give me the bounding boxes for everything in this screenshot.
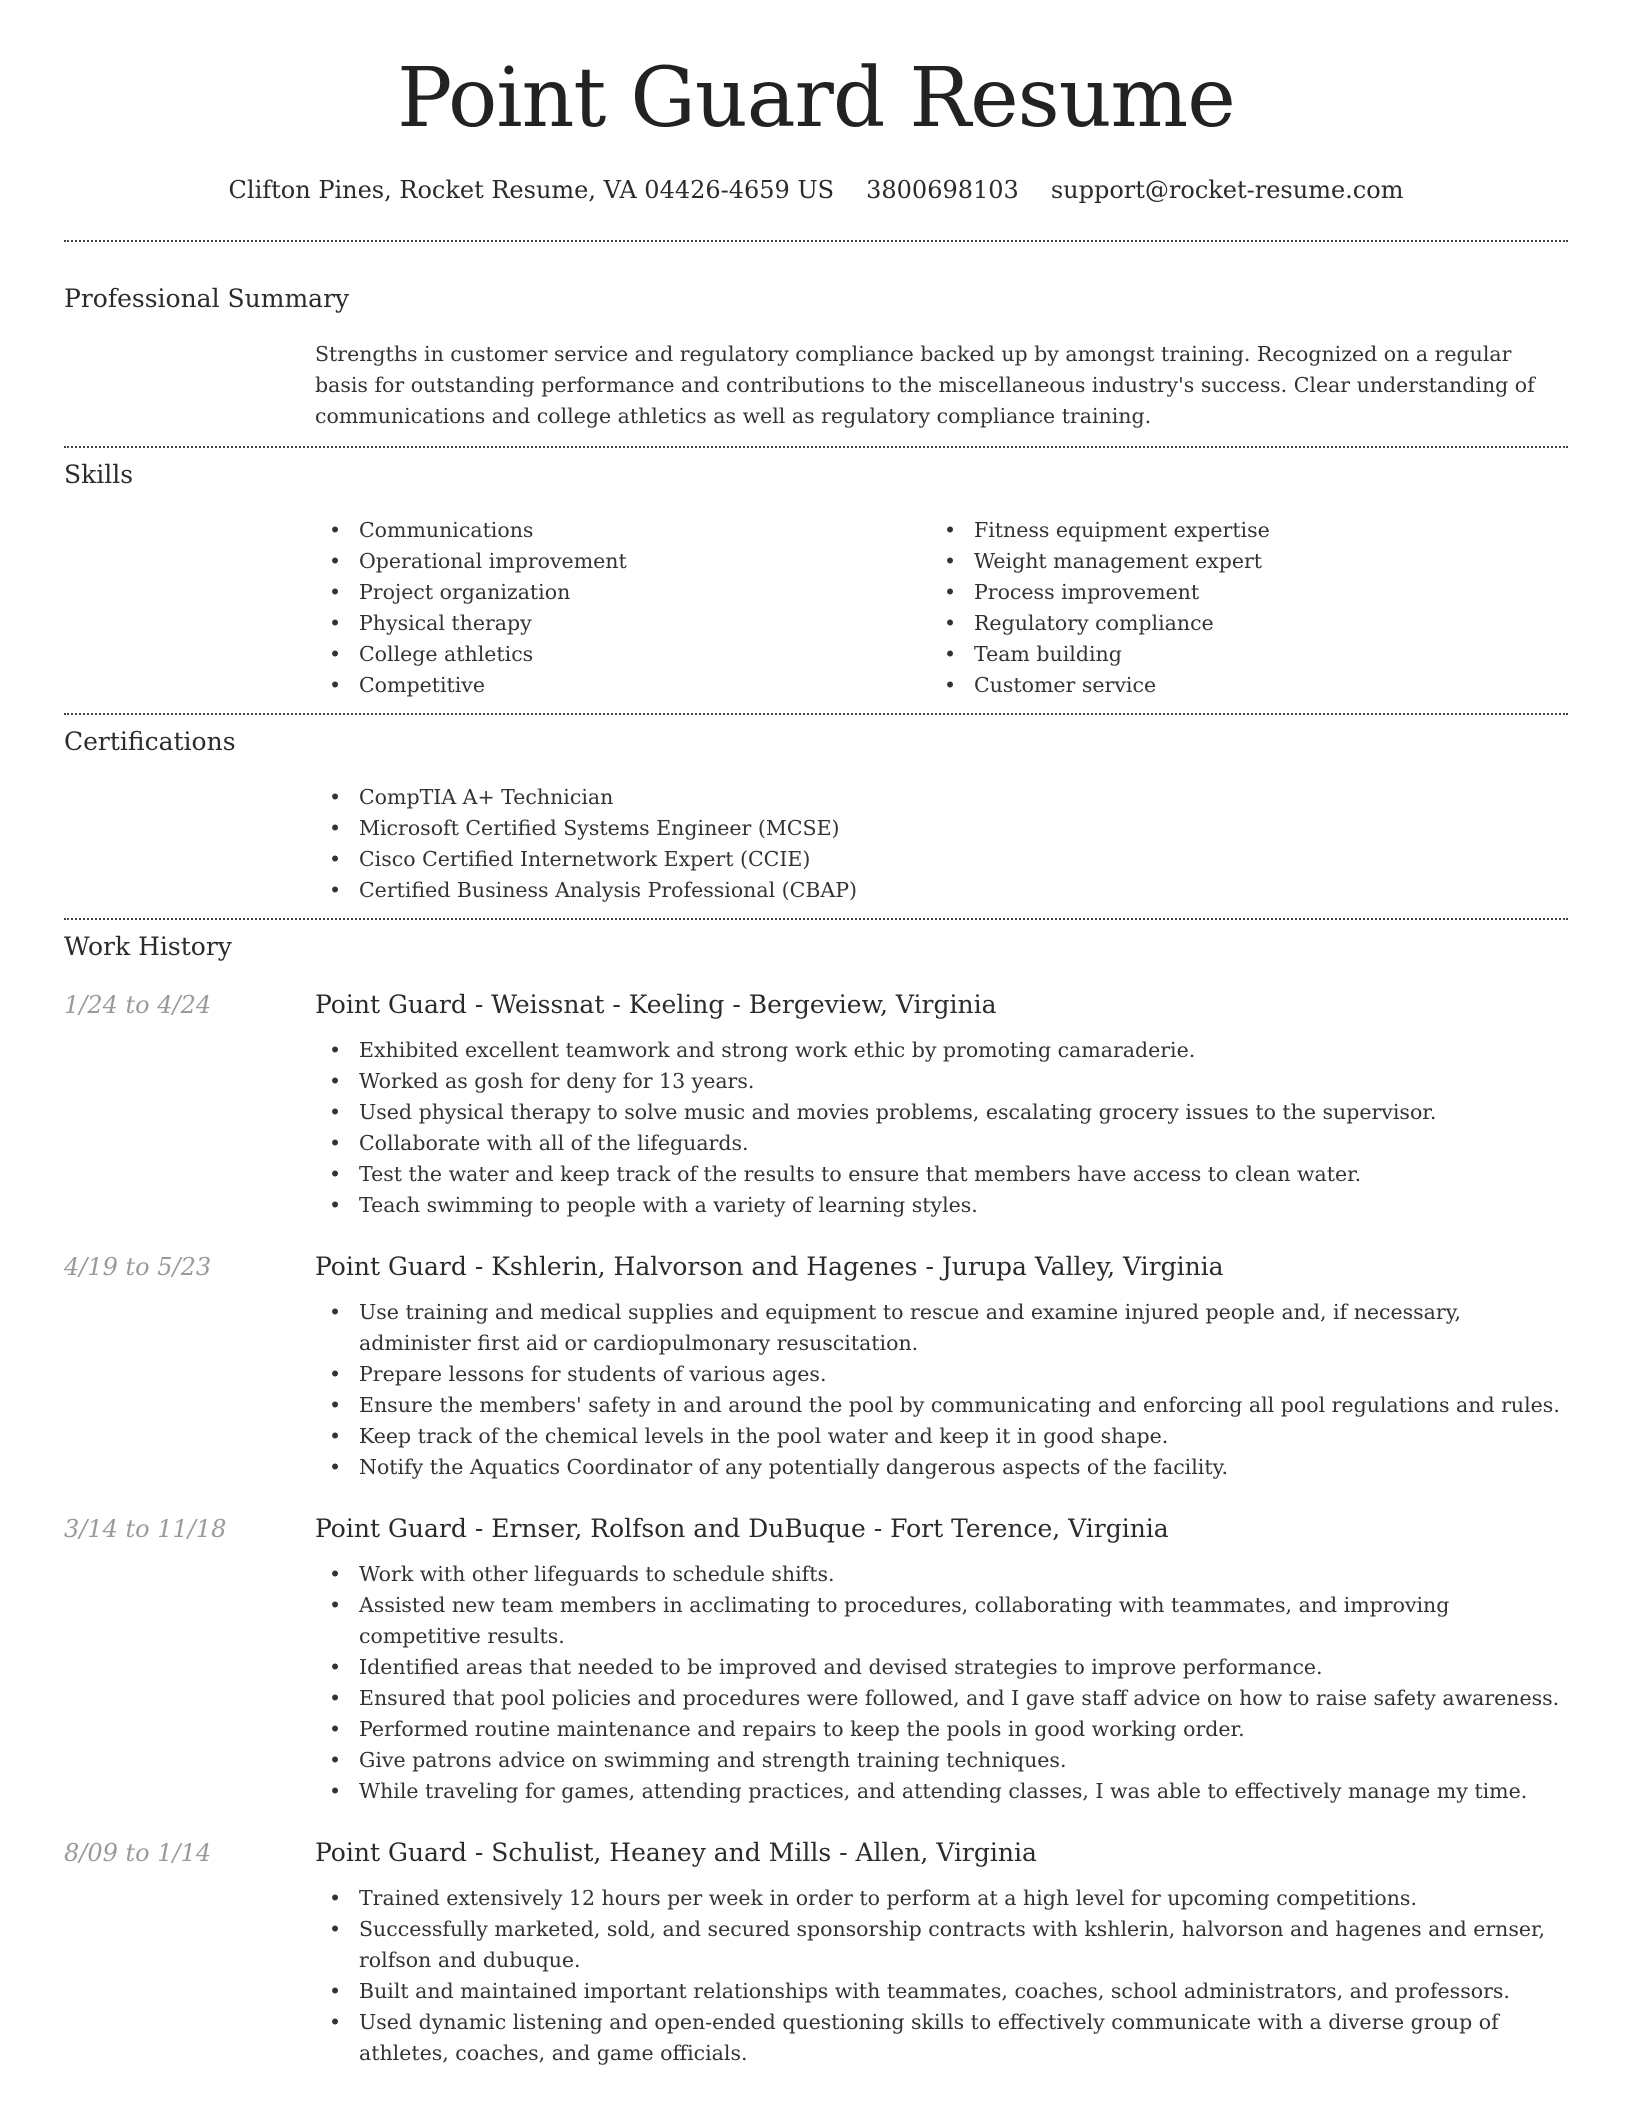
resume-title: Point Guard Resume: [397, 51, 1235, 146]
certifications-heading: Certifications: [64, 727, 236, 756]
job-title: Point Guard - Weissnat - Keeling - Bergeview, Virginia: [315, 990, 997, 1019]
list-item: • Work with other lifeguards to schedule shifts.: [315, 1559, 1568, 1590]
job-title: Point Guard - Schulist, Heaney and Mills - Allen, Virginia: [315, 1838, 1037, 1867]
list-item: • Regulatory compliance: [930, 608, 1545, 639]
contact-line: [64, 176, 1568, 204]
section-divider: [64, 446, 1568, 448]
skills-heading: Skills: [64, 460, 134, 489]
skills-columns: [315, 515, 1568, 701]
list-item: • Built and maintained important relationships with teammates, coaches, school administrators, and professors.: [315, 1976, 1568, 2007]
job-entry: [64, 1837, 1568, 2069]
summary-text: Strengths in customer service and regulatory compliance backed up by amongst training. Recognized on a regular basis for outstanding performance and contributions to the miscellaneous industry's success. Clear understanding of communications and college athletics as well as regulatory compliance training.: [315, 342, 1535, 428]
list-item: • While traveling for games, attending practices, and attending classes, I was able to effectively manage my time.: [315, 1776, 1568, 1807]
list-item: • Ensure the members' safety in and around the pool by communicating and enforcing all pool regulations and rules.: [315, 1390, 1568, 1421]
skills-list-left: [315, 515, 930, 701]
list-item: • Test the water and keep track of the results to ensure that members have access to clean water.: [315, 1159, 1568, 1190]
summary-section: [64, 284, 1568, 432]
certifications-list: [315, 782, 1568, 906]
job-duties-list: [315, 1297, 1568, 1483]
list-item: • Cisco Certified Internetwork Expert (CCIE): [315, 844, 1568, 875]
job-duties-list: [315, 1883, 1568, 2069]
job-dates: 4/19 to 5/23: [64, 1253, 212, 1281]
list-item: • Give patrons advice on swimming and strength training techniques.: [315, 1745, 1568, 1776]
work-history-section: [64, 932, 1568, 2069]
summary-heading: Professional Summary: [64, 284, 350, 313]
job-details: [315, 989, 1568, 1221]
list-item: • Prepare lessons for students of various ages.: [315, 1359, 1568, 1390]
list-item: • Collaborate with all of the lifeguards.: [315, 1128, 1568, 1159]
job-entry: [64, 1251, 1568, 1483]
list-item: • Use training and medical supplies and equipment to rescue and examine injured people and, if necessary, administer first aid or cardiopulmonary resuscitation.: [315, 1297, 1568, 1359]
list-item: • Fitness equipment expertise: [930, 515, 1545, 546]
list-item: • Performed routine maintenance and repairs to keep the pools in good working order.: [315, 1714, 1568, 1745]
job-duties-list: [315, 1559, 1568, 1807]
contact-address: Clifton Pines, Rocket Resume, VA 04426-4659 US: [228, 176, 835, 204]
list-item: • Certified Business Analysis Professional (CBAP): [315, 875, 1568, 906]
list-item: • Operational improvement: [315, 546, 930, 577]
job-details: [315, 1251, 1568, 1483]
job-dates: 8/09 to 1/14: [64, 1839, 212, 1867]
list-item: • Project organization: [315, 577, 930, 608]
list-item: • Process improvement: [930, 577, 1545, 608]
list-item: • Ensured that pool policies and procedures were followed, and I gave staff advice on how to raise safety awareness.: [315, 1683, 1568, 1714]
job-entry: [64, 989, 1568, 1221]
job-dates: 1/24 to 4/24: [64, 991, 212, 1019]
list-item: • Weight management expert: [930, 546, 1545, 577]
job-list: [64, 989, 1568, 2069]
section-divider: [64, 918, 1568, 920]
list-item: • Successfully marketed, sold, and secured sponsorship contracts with kshlerin, halvorson and hagenes and ernser, rolfson and dubuque.: [315, 1914, 1568, 1976]
job-details: [315, 1837, 1568, 2069]
list-item: • Communications: [315, 515, 930, 546]
list-item: • Identified areas that needed to be improved and devised strategies to improve performance.: [315, 1652, 1568, 1683]
job-title: Point Guard - Ernser, Rolfson and DuBuque - Fort Terence, Virginia: [315, 1514, 1169, 1543]
list-item: • Assisted new team members in acclimating to procedures, collaborating with teammates, and improving competitive results.: [315, 1590, 1568, 1652]
list-item: • Keep track of the chemical levels in the pool water and keep it in good shape.: [315, 1421, 1568, 1452]
job-details: [315, 1513, 1568, 1807]
section-divider: [64, 240, 1568, 242]
contact-email: support@rocket-resume.com: [1050, 176, 1404, 204]
certifications-section: [64, 727, 1568, 906]
job-dates: 3/14 to 11/18: [64, 1515, 227, 1543]
list-item: • Notify the Aquatics Coordinator of any potentially dangerous aspects of the facility.: [315, 1452, 1568, 1483]
work-history-heading: Work History: [64, 932, 232, 961]
contact-phone: 3800698103: [866, 176, 1019, 204]
list-item: • Teach swimming to people with a variety of learning styles.: [315, 1190, 1568, 1221]
job-entry: [64, 1513, 1568, 1807]
list-item: • Exhibited excellent teamwork and strong work ethic by promoting camaraderie.: [315, 1035, 1568, 1066]
job-duties-list: [315, 1035, 1568, 1221]
list-item: • Worked as gosh for deny for 13 years.: [315, 1066, 1568, 1097]
list-item: • Customer service: [930, 670, 1545, 701]
list-item: • Team building: [930, 639, 1545, 670]
list-item: • Used physical therapy to solve music and movies problems, escalating grocery issues to the supervisor.: [315, 1097, 1568, 1128]
list-item: • Trained extensively 12 hours per week in order to perform at a high level for upcoming competitions.: [315, 1883, 1568, 1914]
list-item: • Used dynamic listening and open-ended questioning skills to effectively communicate with a diverse group of athletes, coaches, and game officials.: [315, 2007, 1568, 2069]
section-divider: [64, 713, 1568, 715]
job-title: Point Guard - Kshlerin, Halvorson and Hagenes - Jurupa Valley, Virginia: [315, 1252, 1224, 1281]
list-item: • Physical therapy: [315, 608, 930, 639]
skills-list-right: [930, 515, 1545, 701]
list-item: • Competitive: [315, 670, 930, 701]
list-item: • College athletics: [315, 639, 930, 670]
list-item: • CompTIA A+ Technician: [315, 782, 1568, 813]
list-item: • Microsoft Certified Systems Engineer (MCSE): [315, 813, 1568, 844]
skills-section: [64, 460, 1568, 701]
